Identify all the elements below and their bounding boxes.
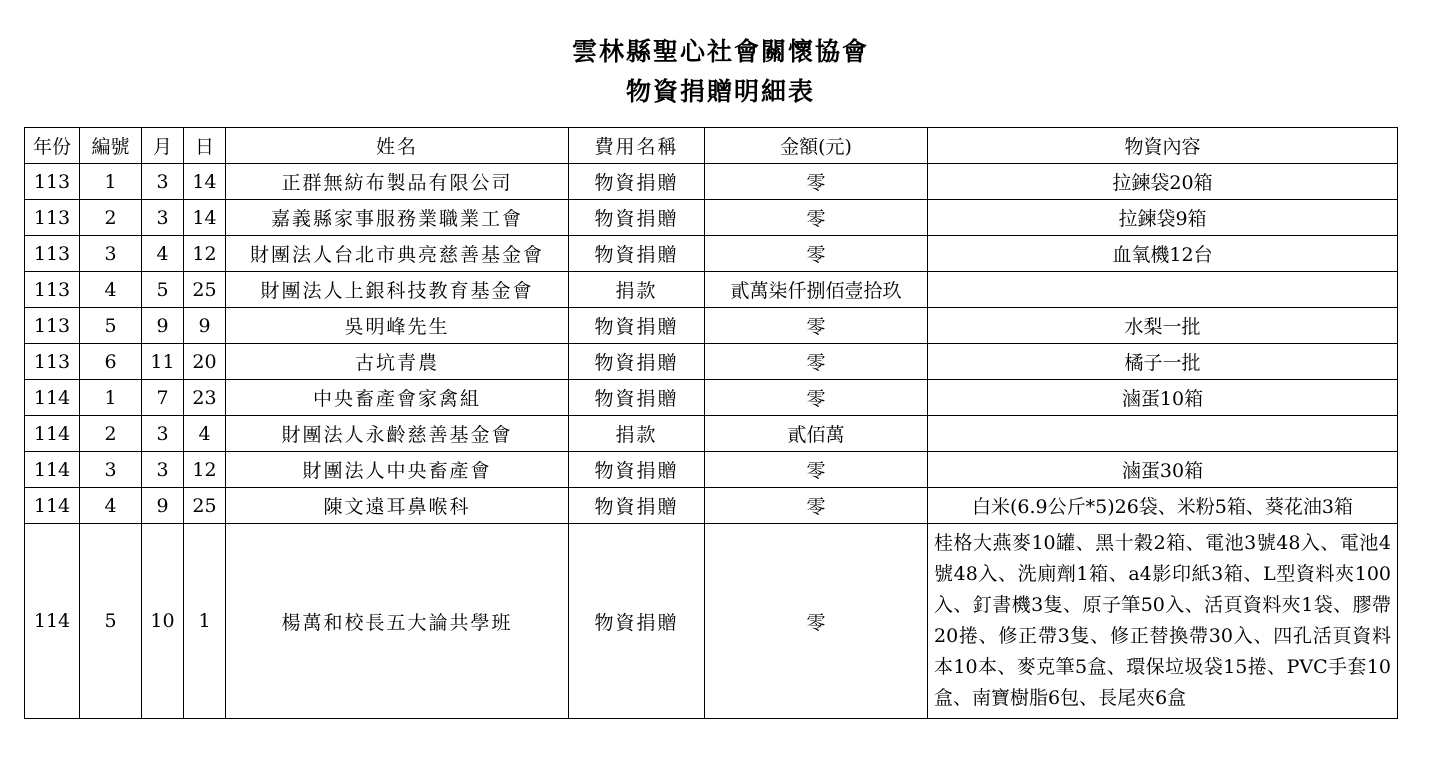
cell-items — [928, 416, 1398, 452]
col-header-amount: 金額(元) — [705, 128, 928, 164]
organization-title: 雲林縣聖心社會關懷協會 — [571, 37, 869, 66]
table-row — [25, 452, 1398, 488]
cell-items: 拉鍊袋20箱 — [928, 164, 1398, 200]
cell-amount: 零 — [705, 524, 928, 719]
cell-year: 113 — [25, 200, 80, 236]
cell-amount: 零 — [705, 236, 928, 272]
cell-year: 114 — [25, 380, 80, 416]
cell-name: 財團法人永齡慈善基金會 — [226, 416, 569, 452]
cell-name: 財團法人台北市典亮慈善基金會 — [226, 236, 569, 272]
cell-fee-type: 捐款 — [569, 416, 705, 452]
col-header-month: 月 — [142, 128, 184, 164]
cell-amount: 貳萬柒仟捌佰壹拾玖 — [705, 272, 928, 308]
cell-fee-type: 物資捐贈 — [569, 488, 705, 524]
table-row — [25, 380, 1398, 416]
cell-month: 3 — [142, 416, 184, 452]
table-row — [25, 164, 1398, 200]
cell-name: 吳明峰先生 — [226, 308, 569, 344]
col-header-items: 物資內容 — [928, 128, 1398, 164]
cell-fee-type: 物資捐贈 — [569, 524, 705, 719]
cell-name: 中央畜產會家禽組 — [226, 380, 569, 416]
cell-day: 14 — [184, 164, 226, 200]
cell-day: 14 — [184, 200, 226, 236]
cell-items — [928, 272, 1398, 308]
cell-fee-type: 物資捐贈 — [569, 344, 705, 380]
cell-name: 陳文遠耳鼻喉科 — [226, 488, 569, 524]
cell-month: 4 — [142, 236, 184, 272]
cell-amount: 零 — [705, 452, 928, 488]
cell-items: 水梨一批 — [928, 308, 1398, 344]
cell-name: 嘉義縣家事服務業職業工會 — [226, 200, 569, 236]
cell-month: 9 — [142, 308, 184, 344]
document-title: 物資捐贈明細表 — [625, 77, 815, 106]
cell-fee-type: 物資捐贈 — [569, 164, 705, 200]
cell-number: 2 — [80, 416, 142, 452]
cell-day: 12 — [184, 452, 226, 488]
cell-month: 3 — [142, 164, 184, 200]
cell-day: 25 — [184, 272, 226, 308]
header-row — [25, 128, 1398, 164]
cell-items: 血氧機12台 — [928, 236, 1398, 272]
donation-table — [24, 127, 1398, 719]
table-row — [25, 344, 1398, 380]
cell-amount: 零 — [705, 380, 928, 416]
cell-month: 5 — [142, 272, 184, 308]
table-row — [25, 416, 1398, 452]
cell-number: 4 — [80, 488, 142, 524]
table-row — [25, 272, 1398, 308]
cell-items: 滷蛋30箱 — [928, 452, 1398, 488]
cell-number: 3 — [80, 236, 142, 272]
col-header-name: 姓名 — [226, 128, 569, 164]
cell-year: 113 — [25, 236, 80, 272]
cell-amount: 零 — [705, 164, 928, 200]
cell-number: 2 — [80, 200, 142, 236]
cell-day: 20 — [184, 344, 226, 380]
col-header-number: 編號 — [80, 128, 142, 164]
cell-items: 桂格大燕麥10罐、黑十穀2箱、電池3號48入、電池4號48入、洗廁劑1箱、a4影印紙3箱、L型資料夾100入、釘書機3隻、原子筆50入、活頁資料夾1袋、膠帶20捲、修正帶3隻、修正替換帶30入、四孔活頁資料本10本、麥克筆5盒、環保垃圾袋15捲、PVC手套10盒、南寶樹脂6包、長尾夾6盒 — [928, 524, 1398, 719]
cell-day: 1 — [184, 524, 226, 719]
cell-name: 楊萬和校長五大論共學班 — [226, 524, 569, 719]
cell-day: 9 — [184, 308, 226, 344]
col-header-year: 年份 — [25, 128, 80, 164]
table-row — [25, 488, 1398, 524]
cell-number: 5 — [80, 308, 142, 344]
cell-amount: 零 — [705, 200, 928, 236]
cell-name: 正群無紡布製品有限公司 — [226, 164, 569, 200]
cell-items: 拉鍊袋9箱 — [928, 200, 1398, 236]
cell-year: 114 — [25, 416, 80, 452]
table-row — [25, 524, 1398, 719]
cell-fee-type: 物資捐贈 — [569, 380, 705, 416]
cell-fee-type: 物資捐贈 — [569, 308, 705, 344]
cell-year: 113 — [25, 344, 80, 380]
cell-month: 11 — [142, 344, 184, 380]
cell-fee-type: 物資捐贈 — [569, 236, 705, 272]
cell-amount: 零 — [705, 344, 928, 380]
cell-month: 3 — [142, 452, 184, 488]
cell-day: 23 — [184, 380, 226, 416]
cell-amount: 貳佰萬 — [705, 416, 928, 452]
col-header-day: 日 — [184, 128, 226, 164]
cell-year: 113 — [25, 164, 80, 200]
cell-month: 10 — [142, 524, 184, 719]
cell-number: 1 — [80, 164, 142, 200]
cell-amount: 零 — [705, 308, 928, 344]
cell-month: 7 — [142, 380, 184, 416]
cell-fee-type: 物資捐贈 — [569, 452, 705, 488]
cell-number: 5 — [80, 524, 142, 719]
cell-number: 4 — [80, 272, 142, 308]
cell-year: 114 — [25, 488, 80, 524]
table-row — [25, 200, 1398, 236]
cell-year: 113 — [25, 308, 80, 344]
cell-day: 4 — [184, 416, 226, 452]
cell-name: 財團法人中央畜產會 — [226, 452, 569, 488]
cell-number: 6 — [80, 344, 142, 380]
cell-number: 3 — [80, 452, 142, 488]
cell-fee-type: 捐款 — [569, 272, 705, 308]
table-row — [25, 308, 1398, 344]
cell-items: 滷蛋10箱 — [928, 380, 1398, 416]
cell-fee-type: 物資捐贈 — [569, 200, 705, 236]
cell-year: 114 — [25, 524, 80, 719]
cell-number: 1 — [80, 380, 142, 416]
cell-amount: 零 — [705, 488, 928, 524]
cell-items: 白米(6.9公斤*5)26袋、米粉5箱、葵花油3箱 — [928, 488, 1398, 524]
cell-items: 橘子一批 — [928, 344, 1398, 380]
table-row — [25, 236, 1398, 272]
cell-month: 3 — [142, 200, 184, 236]
cell-year: 113 — [25, 272, 80, 308]
cell-name: 財團法人上銀科技教育基金會 — [226, 272, 569, 308]
cell-day: 12 — [184, 236, 226, 272]
cell-name: 古坑青農 — [226, 344, 569, 380]
col-header-fee-type: 費用名稱 — [569, 128, 705, 164]
cell-month: 9 — [142, 488, 184, 524]
cell-year: 114 — [25, 452, 80, 488]
cell-day: 25 — [184, 488, 226, 524]
